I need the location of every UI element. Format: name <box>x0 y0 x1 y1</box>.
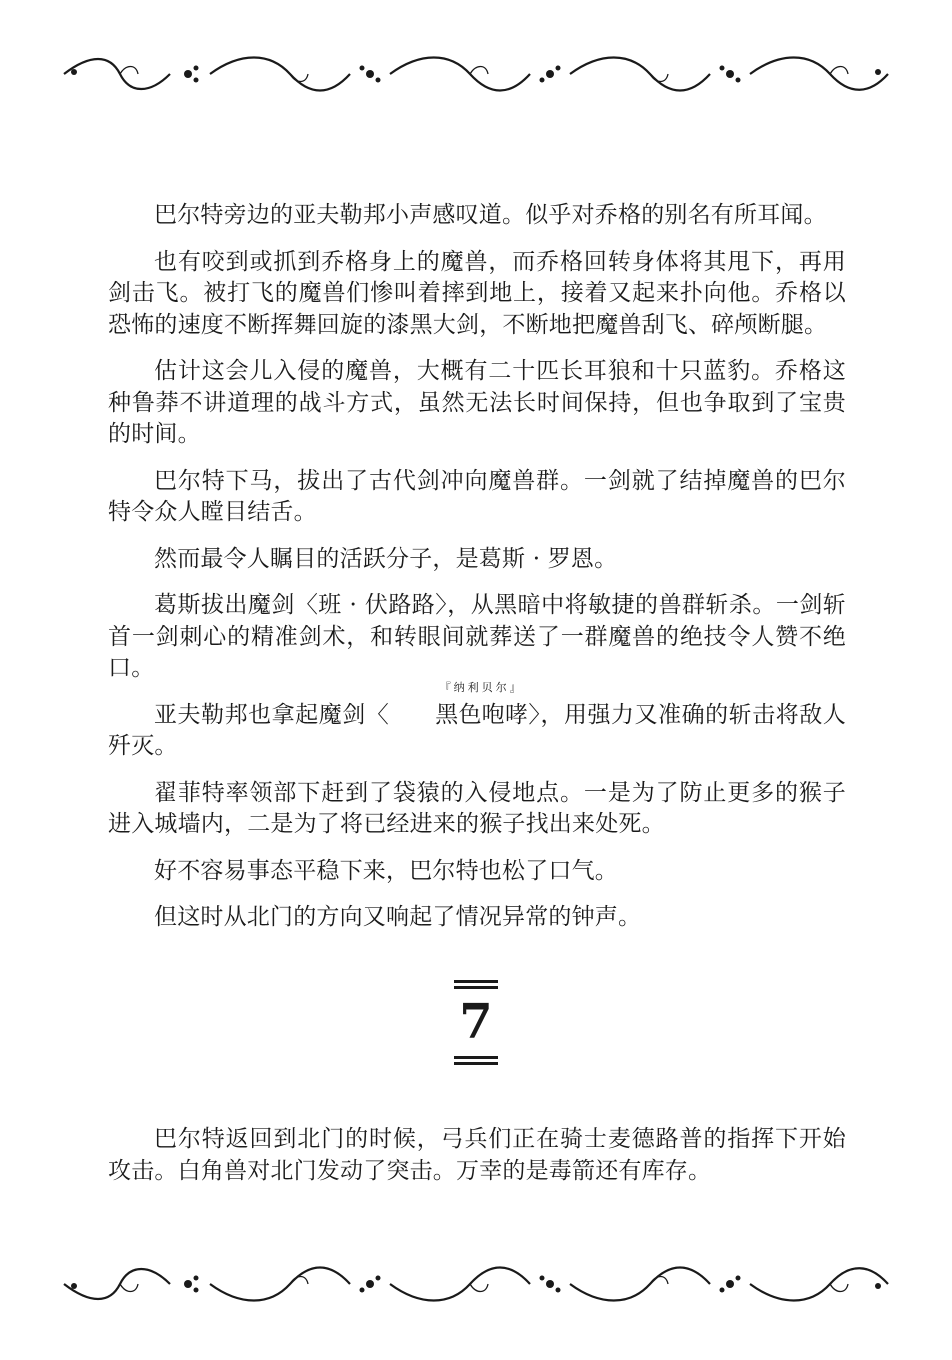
paragraph: 好不容易事态平稳下来，巴尔特也松了口气。 <box>154 857 618 884</box>
paragraph: 估计这会儿入侵的魔兽，大概有二十匹长耳狼和十只蓝豹。乔格这种鲁莽不讲道理的战斗方式，虽然无法长时间保持，但也争取到了宝贵的时间。 <box>108 358 846 447</box>
paragraph: 翟菲特率领部下赶到了袋猿的入侵地点。一是为了防止更多的猴子进入城墙内，二是为了将已经进来的猴子找出来处死。 <box>108 779 846 837</box>
chapter-number: 7 <box>459 994 493 1050</box>
body-text-section-two <box>108 1124 846 1202</box>
chapter-rule-top <box>454 980 498 983</box>
ruby-text-after: 〉，用强力又准确的斩击将敌人歼灭。 <box>108 701 846 759</box>
chapter-marker <box>446 978 506 1068</box>
bottom-vine-ornament-icon <box>60 1260 892 1308</box>
ruby-annotation: 『纳利贝尔』 <box>439 680 524 694</box>
paragraph: 也有咬到或抓到乔格身上的魔兽，而乔格回转身体将其甩下，再用剑击飞。被打飞的魔兽们惨叫着摔到地上，接着又起来扑向他。乔格以恐怖的速度不断挥舞回旋的漆黑大剑，不断地把魔兽刮飞、碎颅断腿。 <box>108 248 846 338</box>
paragraph: 葛斯拔出魔剑〈班 · 伏路路〉，从黑暗中将敏捷的兽群斩杀。一剑斩首一剑刺心的精准剑术，和转眼间就葬送了一群魔兽的绝技令人赞不绝口。 <box>108 592 846 681</box>
paragraph: 巴尔特返回到北门的时候，弓兵们正在骑士麦德路普的指挥下开始攻击。白角兽对北门发动了突击。万幸的是毒箭还有库存。 <box>108 1126 846 1184</box>
ruby-base: 黑色咆哮 <box>435 701 529 728</box>
chapter-rule-bottom <box>454 1062 498 1065</box>
paragraph-with-ruby <box>108 680 846 763</box>
paragraph: 巴尔特旁边的亚夫勒邦小声感叹道。似乎对乔格的别名有所耳闻。 <box>154 202 827 228</box>
chapter-rule-top-inner <box>454 986 498 989</box>
body-text-section-one <box>108 200 846 949</box>
top-vine-ornament-icon <box>60 50 892 98</box>
paragraph: 然而最令人瞩目的活跃分子，是葛斯 · 罗恩。 <box>154 545 618 572</box>
chapter-rule-bottom-inner <box>454 1056 498 1059</box>
ruby-group <box>389 680 529 732</box>
paragraph: 巴尔特下马，拔出了古代剑冲向魔兽群。一剑就了结掉魔兽的巴尔特令众人瞠目结舌。 <box>108 467 846 525</box>
ruby-text-before: 亚夫勒邦也拿起魔剑〈 <box>154 701 390 728</box>
paragraph: 但这时从北门的方向又响起了情况异常的钟声。 <box>154 904 642 930</box>
